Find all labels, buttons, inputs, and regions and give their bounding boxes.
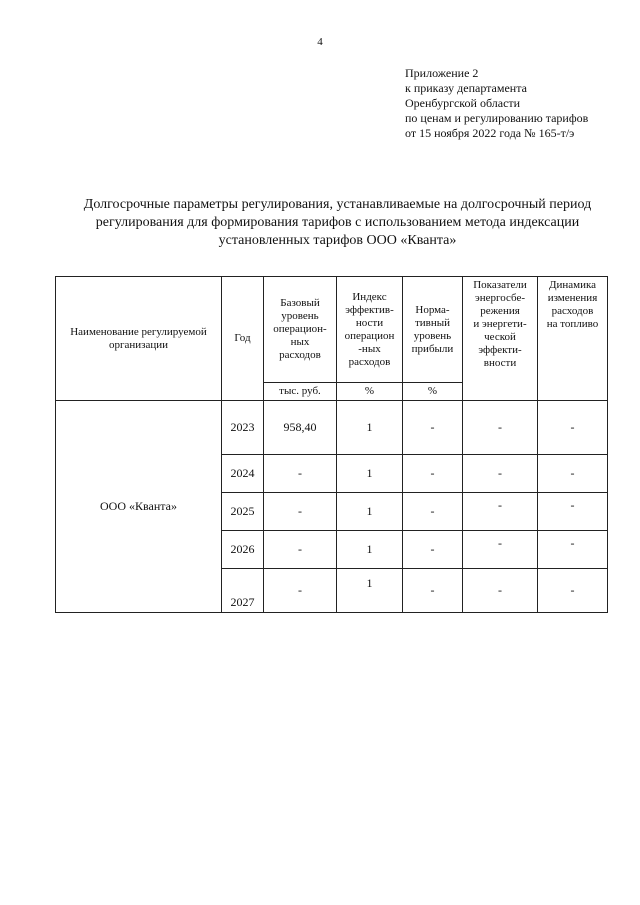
index-cell: 1 bbox=[337, 531, 403, 569]
header-efficiency-index: Индекс эффектив- ности операцион -ных расходов bbox=[337, 277, 403, 383]
header-year: Год bbox=[222, 277, 264, 401]
appendix-block bbox=[405, 66, 635, 141]
header-base-level: Базовый уровень операцион- ных расходов bbox=[264, 277, 337, 383]
energy-cell: - bbox=[463, 401, 538, 455]
unit-base: тыс. руб. bbox=[264, 383, 337, 401]
index-cell: 1 bbox=[337, 455, 403, 493]
organization-name: ООО «Кванта» bbox=[56, 401, 222, 613]
profit-cell: - bbox=[403, 569, 463, 613]
index-cell: 1 bbox=[337, 569, 403, 613]
title-line: установленных тарифов ООО «Кванта» bbox=[218, 233, 457, 248]
profit-cell: - bbox=[403, 531, 463, 569]
energy-cell: - bbox=[463, 569, 538, 613]
appendix-line: Приложение 2 bbox=[405, 66, 479, 80]
year-cell: 2023 bbox=[222, 401, 264, 455]
index-cell: 1 bbox=[337, 493, 403, 531]
fuel-cell: - bbox=[538, 569, 608, 613]
title-line: Долгосрочные параметры регулирования, устанавливаемые на долгосрочный период bbox=[83, 197, 592, 212]
energy-cell: - bbox=[463, 531, 538, 569]
header-energy-saving: Показатели энергосбе- режения и энергети- ческой эффекти- вности bbox=[463, 277, 538, 401]
energy-cell: - bbox=[463, 455, 538, 493]
year-cell: 2027 bbox=[222, 569, 264, 613]
fuel-cell: - bbox=[538, 493, 608, 531]
year-cell: 2025 bbox=[222, 493, 264, 531]
fuel-cell: - bbox=[538, 401, 608, 455]
table-row bbox=[56, 401, 608, 455]
base-cell: - bbox=[264, 531, 337, 569]
header-row bbox=[56, 277, 608, 383]
base-cell: 958,40 bbox=[264, 401, 337, 455]
profit-cell: - bbox=[403, 455, 463, 493]
appendix-line: по ценам и регулированию тарифов bbox=[405, 111, 589, 125]
appendix-line: Оренбургской области bbox=[405, 96, 521, 110]
appendix-line: от 15 ноября 2022 года № 165-т/э bbox=[405, 126, 575, 140]
unit-profit: % bbox=[403, 383, 463, 401]
base-cell: - bbox=[264, 455, 337, 493]
header-profit-level: Норма- тивный уровень прибыли bbox=[403, 277, 463, 383]
year-cell: 2024 bbox=[222, 455, 264, 493]
header-organization: Наименование регулируемой организации bbox=[56, 277, 222, 401]
fuel-cell: - bbox=[538, 455, 608, 493]
base-cell: - bbox=[264, 493, 337, 531]
appendix-line: к приказу департамента bbox=[405, 81, 527, 95]
fuel-cell: - bbox=[538, 531, 608, 569]
page-number: 4 bbox=[317, 36, 323, 48]
document-title bbox=[50, 196, 625, 250]
profit-cell: - bbox=[403, 493, 463, 531]
unit-index: % bbox=[337, 383, 403, 401]
base-cell: - bbox=[264, 569, 337, 613]
title-line: регулирования для формирования тарифов с использованием метода индексации bbox=[95, 215, 580, 230]
regulation-parameters-table bbox=[55, 276, 608, 613]
index-cell: 1 bbox=[337, 401, 403, 455]
year-cell: 2026 bbox=[222, 531, 264, 569]
header-fuel-dynamics: Динамика изменения расходов на топливо bbox=[538, 277, 608, 401]
energy-cell: - bbox=[463, 493, 538, 531]
profit-cell: - bbox=[403, 401, 463, 455]
